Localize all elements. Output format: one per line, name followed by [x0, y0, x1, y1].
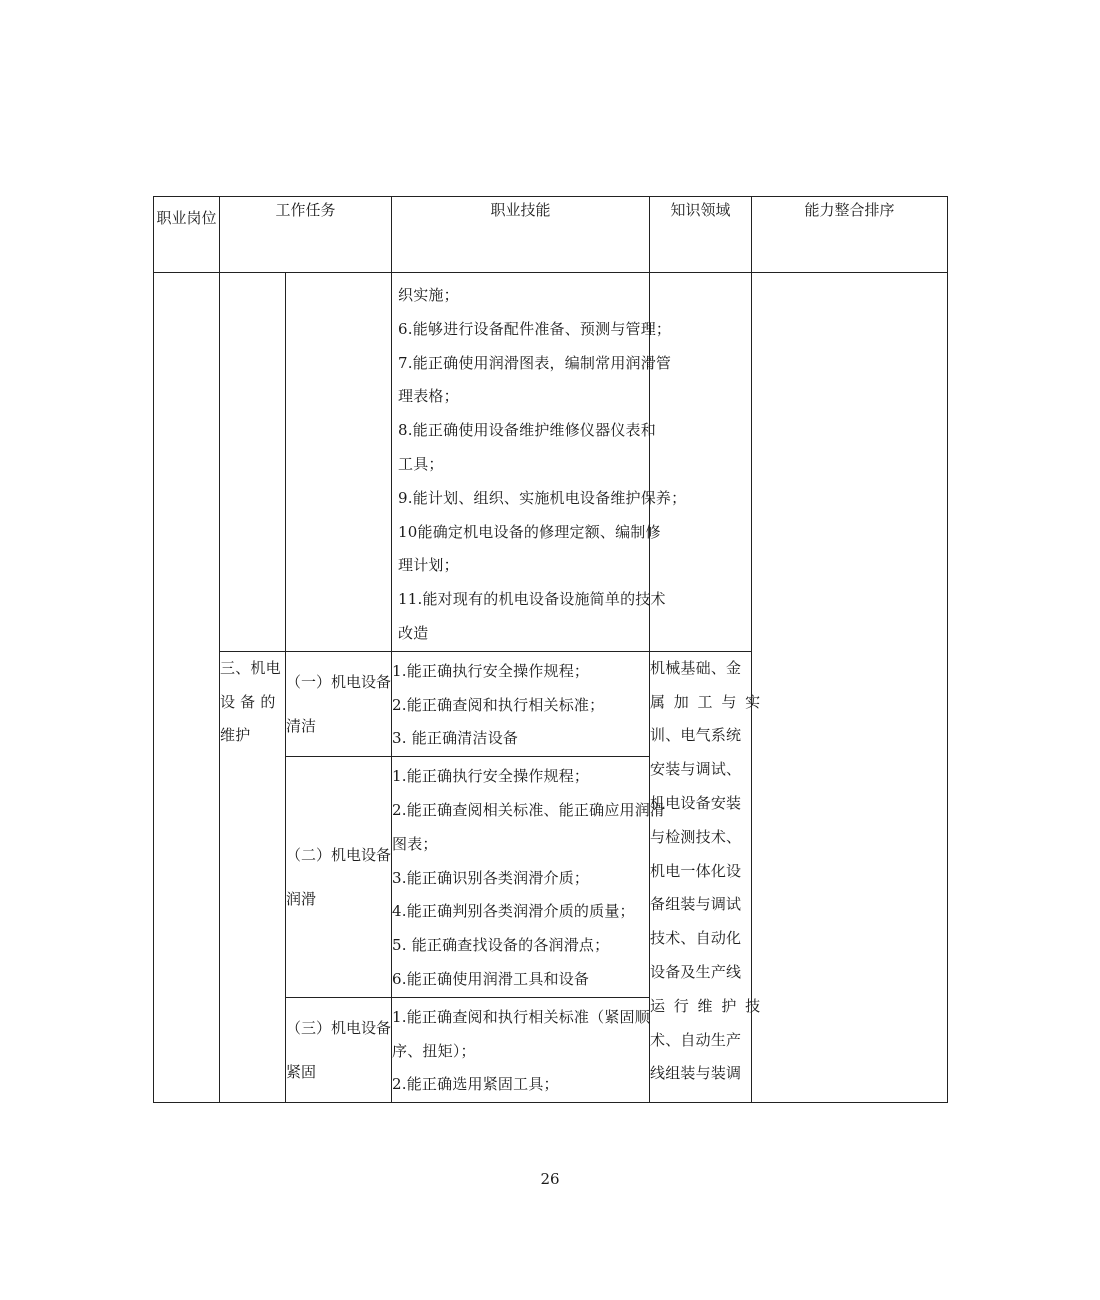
knowledge-line: 机电设备安装: [650, 793, 742, 812]
task-cell: [220, 651, 286, 1102]
subtask-name-line: 润滑: [286, 889, 317, 908]
skill-line: 6.能够进行设备配件准备、预测与管理；: [398, 319, 672, 338]
task-name-line: 维护: [220, 726, 251, 745]
skill-line: 1.能正确执行安全操作规程；: [392, 661, 590, 680]
skill-line: 理计划；: [398, 556, 459, 575]
skill-line: 4.能正确判别各类润滑介质的质量；: [392, 902, 635, 921]
table-row: [154, 273, 948, 652]
skill-list: [392, 273, 687, 651]
ranking-cell: [752, 273, 948, 1103]
knowledge-line: 运 行 维 护 技: [650, 996, 763, 1015]
task-name-line: 三、机电: [220, 658, 281, 677]
subtask-name-line: （三）机电设备: [286, 1018, 392, 1037]
subtask-name-line: 清洁: [286, 716, 317, 735]
post-cell: [154, 273, 220, 1103]
header-skill: 职业技能: [392, 197, 650, 273]
knowledge-line: 安装与调试、: [650, 760, 742, 779]
skill-line: 7.能正确使用润滑图表，编制常用润滑管: [398, 353, 672, 372]
skill-line: 织实施；: [398, 286, 459, 304]
skill-line: 10能确定机电设备的修理定额、编制修: [398, 522, 661, 541]
skill-line: 理表格；: [398, 387, 459, 406]
skill-line: 2.能正确查阅相关标准、能正确应用润滑: [392, 800, 666, 819]
subtask-name-line: 紧固: [286, 1062, 317, 1081]
page-number: 26: [540, 1170, 560, 1188]
knowledge-line: 术、自动生产: [650, 1030, 742, 1049]
skill-line: 5. 能正确查找设备的各润滑点；: [392, 936, 610, 955]
skill-line: 1.能正确查阅和执行相关标准（紧固顺: [392, 1007, 650, 1026]
knowledge-line: 设备及生产线: [650, 962, 742, 981]
skill-line: 3. 能正确清洁设备: [392, 729, 519, 748]
task-cell-continued: [220, 273, 286, 652]
skill-line: 6.能正确使用润滑工具和设备: [392, 969, 590, 988]
table-header-row: [154, 197, 948, 273]
knowledge-line: 机电一体化设: [650, 861, 742, 880]
skill-line: 11.能对现有的机电设备设施简单的技术: [398, 590, 666, 609]
skill-line: 3.能正确识别各类润滑介质；: [392, 868, 590, 887]
subtask-cell-fastening: [286, 997, 392, 1102]
subtask-cell-continued: [286, 273, 392, 652]
header-knowledge: 知识领域: [650, 197, 752, 273]
knowledge-cell: [650, 651, 763, 1102]
subtask-name-line: （二）机电设备: [286, 845, 392, 864]
task-name-line: 设 备 的: [220, 692, 276, 711]
skill-line: 序、扭矩）；: [392, 1041, 476, 1060]
header-ranking: 能力整合排序: [752, 197, 948, 273]
skill-line: 9.能计划、组织、实施机电设备维护保养；: [398, 488, 687, 507]
knowledge-line: 机械基础、金: [650, 658, 742, 677]
skill-cell-cleaning: [392, 651, 650, 756]
skill-line: 图表；: [392, 834, 438, 853]
skill-line: 2.能正确选用紧固工具；: [392, 1075, 559, 1094]
skill-line: 8.能正确使用设备维护维修仪器仪表和: [398, 421, 656, 440]
skill-line: 2.能正确查阅和执行相关标准；: [392, 695, 605, 714]
knowledge-line: 备组装与调试: [650, 895, 742, 914]
skill-line: 改造: [398, 623, 429, 642]
skill-line: 1.能正确执行安全操作规程；: [392, 767, 590, 786]
header-post: 职业岗位: [154, 197, 220, 273]
skill-cell-fastening: [392, 997, 650, 1102]
knowledge-line: 线组装与装调: [650, 1064, 742, 1083]
subtask-cell-lubrication: [286, 757, 392, 998]
knowledge-line: 训、电气系统: [650, 726, 742, 745]
knowledge-line: 与检测技术、: [650, 827, 742, 846]
skill-cell-continued: [392, 273, 687, 652]
skill-cell-lubrication: [392, 757, 666, 998]
skill-line: 工具；: [398, 454, 444, 473]
header-task: 工作任务: [220, 197, 392, 273]
knowledge-line: 属 加 工 与 实: [650, 692, 763, 711]
subtask-name-line: （一）机电设备: [286, 672, 392, 691]
knowledge-line: 技术、自动化: [650, 929, 742, 948]
subtask-cell-cleaning: [286, 651, 392, 756]
ability-table: [153, 196, 948, 1103]
